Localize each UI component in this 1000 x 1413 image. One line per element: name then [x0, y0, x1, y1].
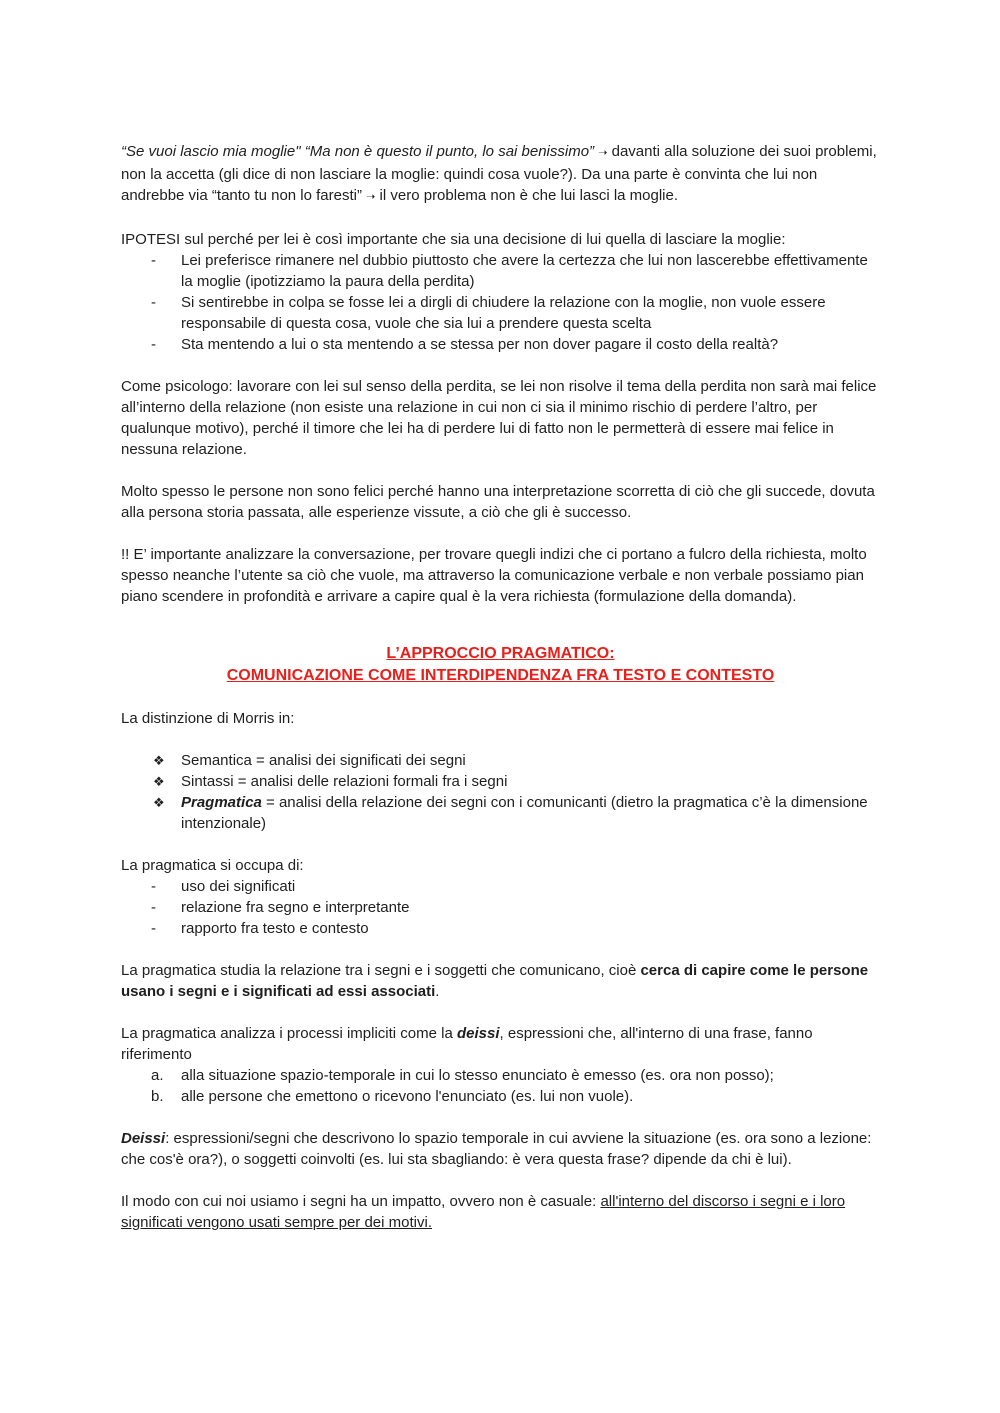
- list-item: [121, 250, 880, 292]
- paragraph-psicologo: Come psicologo: lavorare con lei sul senso della perdita, se lei non risolve il tema della perdita non sarà mai felice all’interno della relazione (non esiste una relazione in cui non ci sia il minimo rischio di perdere l’altro, per qualunque motivo), perché il timore che lei ha di perdere lui di fatto non le permetterà di essere mai felice in nessuna relazione.: [121, 378, 877, 458]
- letter-marker: b.: [151, 1088, 164, 1105]
- list-item: [121, 334, 880, 355]
- quote-text: “Se vuoi lascio mia moglie": [121, 143, 301, 160]
- letter-marker: a.: [151, 1067, 164, 1084]
- list-item: [121, 918, 880, 939]
- bold-text: cerca di capire come le persone usano i segni e i significati ad essi associati: [121, 962, 869, 1000]
- diamond-bullet-icon: ❖: [153, 753, 165, 768]
- section-heading: [121, 643, 880, 687]
- list-item: [121, 897, 880, 918]
- diamond-bullet-icon: ❖: [153, 795, 165, 810]
- paragraph-text: .: [435, 983, 440, 1000]
- occupa-list: [121, 876, 880, 939]
- paragraph-deissi-def: [121, 1128, 880, 1170]
- dash-marker: -: [151, 336, 156, 353]
- underlined-text: all'interno del discorso i segni e i loro significati vengono usati sempre per dei motivi.: [121, 1193, 846, 1231]
- diamond-bullet-icon: ❖: [153, 774, 165, 789]
- ipotesi-intro: IPOTESI sul perché per lei è così importante che sia una decisione di lui quella di lasciare la moglie:: [121, 231, 786, 248]
- dash-marker: -: [151, 920, 156, 937]
- arrow-icon: ➝: [598, 147, 608, 159]
- paragraph-analisi: !! E’ importante analizzare la conversazione, per trovare quegli indizi che ci portano a fulcro della richiesta, molto spesso neanche l’utente sa ciò che vuole, ma attraverso la comunicazione verbale e non verbale possiamo pian piano scendere in profondità e arrivare a capire qual è la vera richiesta (formulazione della domanda).: [121, 546, 867, 605]
- list-item-text: alla situazione spazio-temporale in cui lo stesso enunciato è emesso (es. ora non posso);: [181, 1067, 774, 1084]
- paragraph-studia: [121, 960, 880, 1002]
- paragraph-text: : espressioni/segni che descrivono lo spazio temporale in cui avviene la situazione (es. ora sono a lezione: che cos'è ora?), o soggetti coinvolti (es. lui sta sbagliando: è vera questa frase? dipende da chi è lui).: [121, 1130, 872, 1168]
- ipotesi-list: [121, 250, 880, 355]
- list-item: [121, 292, 880, 334]
- paragraph-text: davanti alla soluzione dei suoi problemi, non la accetta (gli dice di non lasciare la moglie: quindi cosa vuole?). Da una parte è convinta che lui non andrebbe via “tanto tu non lo faresti”: [121, 143, 877, 204]
- list-item: [121, 876, 880, 897]
- arrow-icon: ➝: [366, 191, 376, 203]
- deissi-term: Deissi: [121, 1130, 166, 1147]
- paragraph-text: il vero problema non è che lui lasci la moglie.: [375, 187, 679, 204]
- pragmatica-term: Pragmatica: [181, 794, 262, 811]
- dash-marker: -: [151, 252, 156, 269]
- paragraph-dialogue: [121, 141, 880, 208]
- list-item: [121, 792, 880, 834]
- heading-line-2: COMUNICAZIONE COME INTERDIPENDENZA FRA TESTO E CONTESTO: [226, 667, 775, 684]
- list-item-text: relazione fra segno e interpretante: [181, 899, 410, 916]
- list-item-text: Si sentirebbe in colpa se fosse lei a dirgli di chiudere la relazione con la moglie, non vuole essere responsabile di questa cosa, vuole che sia lui a prendere questa scelta: [181, 294, 826, 332]
- paragraph-text: La pragmatica analizza i processi impliciti come la: [121, 1025, 457, 1042]
- list-item-text: uso dei significati: [181, 878, 296, 895]
- list-item-text: Sintassi = analisi delle relazioni formali fra i segni: [181, 773, 508, 790]
- dash-marker: -: [151, 899, 156, 916]
- list-item: [121, 750, 880, 771]
- list-item: [121, 771, 880, 792]
- list-item: [121, 1065, 880, 1086]
- list-item: [121, 1086, 880, 1107]
- paragraph-text: , espressioni che, all'interno di una frase, fanno riferimento: [121, 1025, 813, 1063]
- morris-list: [121, 750, 880, 834]
- deissi-list: [121, 1065, 880, 1107]
- list-item-text: Lei preferisce rimanere nel dubbio piuttosto che avere la certezza che lui non lascerebbe effettivamente la moglie (ipotizziamo la paura della perdita): [181, 252, 868, 290]
- list-item-text: = analisi della relazione dei segni con i comunicanti (dietro la pragmatica c’è la dimensione intenzionale): [181, 794, 868, 832]
- occupa-intro: La pragmatica si occupa di:: [121, 857, 304, 874]
- list-item-text: Sta mentendo a lui o sta mentendo a se stessa per non dover pagare il costo della realtà?: [181, 336, 779, 353]
- paragraph-persone: Molto spesso le persone non sono felici perché hanno una interpretazione scorretta di ciò che gli succede, dovuta alla persona storia passata, alle esperienze vissute, a ciò che gli è successo.: [121, 483, 875, 521]
- list-item-text: Semantica = analisi dei significati dei segni: [181, 752, 466, 769]
- quote-text: “Ma non è questo il punto, lo sai benissimo”: [304, 143, 595, 160]
- paragraph-text: La pragmatica studia la relazione tra i segni e i soggetti che comunicano, cioè: [121, 962, 641, 979]
- heading-line-1: L’APPROCCIO PRAGMATICO:: [386, 645, 615, 662]
- deissi-term: deissi: [456, 1025, 500, 1042]
- list-item-text: alle persone che emettono o ricevono l'enunciato (es. lui non vuole).: [181, 1088, 634, 1105]
- paragraph-deissi-intro: [121, 1023, 880, 1065]
- paragraph-modo: [121, 1191, 880, 1233]
- dash-marker: -: [151, 878, 156, 895]
- dash-marker: -: [151, 294, 156, 311]
- paragraph-text: Il modo con cui noi usiamo i segni ha un impatto, ovvero non è casuale:: [121, 1193, 601, 1210]
- list-item-text: rapporto fra testo e contesto: [181, 920, 369, 937]
- morris-intro: La distinzione di Morris in:: [121, 710, 295, 727]
